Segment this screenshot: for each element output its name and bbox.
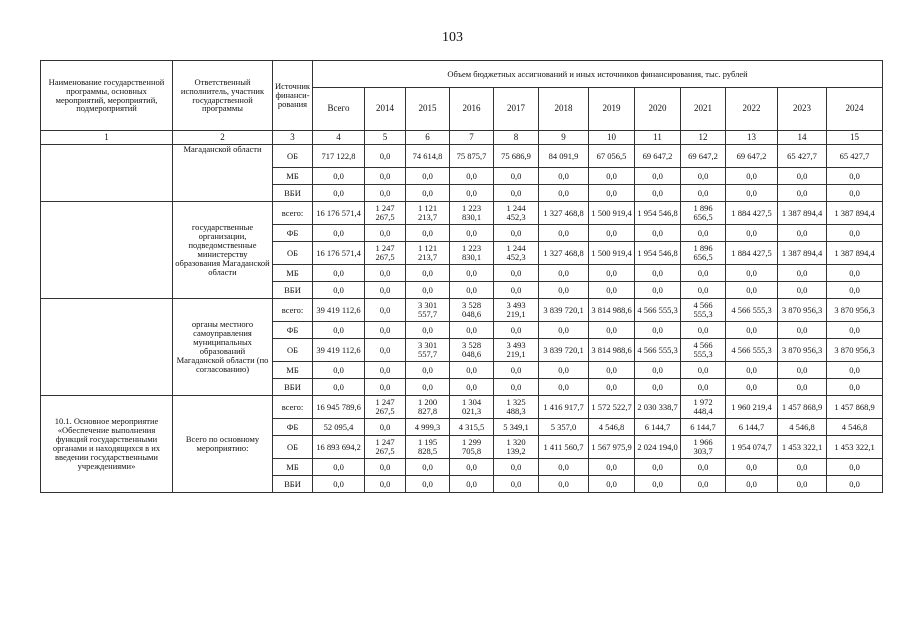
table-row xyxy=(41,396,883,419)
header-year: 2015 xyxy=(406,88,450,131)
value-cell: 0,0 xyxy=(681,282,726,299)
value-cell: 1 244 452,3 xyxy=(494,202,539,225)
value-cell: 0,0 xyxy=(313,225,365,242)
value-cell: 1 387 894,4 xyxy=(827,202,883,225)
source-cell: ФБ xyxy=(273,322,313,339)
value-cell: 3 528 048,6 xyxy=(450,299,494,322)
value-cell: 3 301 557,7 xyxy=(406,339,450,362)
source-cell: ВБИ xyxy=(273,476,313,493)
value-cell: 0,0 xyxy=(539,168,589,185)
value-cell: 0,0 xyxy=(494,225,539,242)
value-cell: 0,0 xyxy=(778,225,827,242)
value-cell: 3 870 956,3 xyxy=(827,339,883,362)
value-cell: 0,0 xyxy=(539,459,589,476)
value-cell: 0,0 xyxy=(313,362,365,379)
column-number: 6 xyxy=(406,131,450,145)
value-cell: 0,0 xyxy=(450,168,494,185)
value-cell: 1 500 919,4 xyxy=(589,202,635,225)
value-cell: 0,0 xyxy=(313,265,365,282)
value-cell: 0,0 xyxy=(406,168,450,185)
header-year: 2024 xyxy=(827,88,883,131)
value-cell: 1 954 546,8 xyxy=(635,202,681,225)
value-cell: 2 024 194,0 xyxy=(635,436,681,459)
value-cell: 0,0 xyxy=(539,322,589,339)
value-cell: 3 870 956,3 xyxy=(827,299,883,322)
value-cell: 0,0 xyxy=(778,265,827,282)
executor-cell: Всего по основному мероприятию: xyxy=(173,396,273,493)
value-cell: 0,0 xyxy=(406,379,450,396)
value-cell: 0,0 xyxy=(681,476,726,493)
value-cell: 6 144,7 xyxy=(726,419,778,436)
value-cell: 1 244 452,3 xyxy=(494,242,539,265)
budget-table xyxy=(40,60,883,493)
value-cell: 0,0 xyxy=(827,379,883,396)
value-cell: 0,0 xyxy=(635,225,681,242)
value-cell: 0,0 xyxy=(406,476,450,493)
column-number: 8 xyxy=(494,131,539,145)
value-cell: 3 493 219,1 xyxy=(494,299,539,322)
value-cell: 0,0 xyxy=(827,265,883,282)
value-cell: 0,0 xyxy=(827,225,883,242)
value-cell: 0,0 xyxy=(635,379,681,396)
value-cell: 3 870 956,3 xyxy=(778,339,827,362)
value-cell: 717 122,8 xyxy=(313,145,365,168)
value-cell: 0,0 xyxy=(726,362,778,379)
value-cell: 65 427,7 xyxy=(778,145,827,168)
value-cell: 1 954 546,8 xyxy=(635,242,681,265)
value-cell: 3 839 720,1 xyxy=(539,299,589,322)
value-cell: 1 387 894,4 xyxy=(778,202,827,225)
value-cell: 0,0 xyxy=(450,476,494,493)
value-cell: 0,0 xyxy=(539,282,589,299)
value-cell: 0,0 xyxy=(726,265,778,282)
column-number: 9 xyxy=(539,131,589,145)
value-cell: 0,0 xyxy=(494,476,539,493)
column-number: 3 xyxy=(273,131,313,145)
value-cell: 1 966 303,7 xyxy=(681,436,726,459)
value-cell: 0,0 xyxy=(494,379,539,396)
value-cell: 1 572 522,7 xyxy=(589,396,635,419)
value-cell: 0,0 xyxy=(778,282,827,299)
value-cell: 0,0 xyxy=(313,379,365,396)
value-cell: 0,0 xyxy=(494,459,539,476)
value-cell: 0,0 xyxy=(589,459,635,476)
value-cell: 0,0 xyxy=(406,322,450,339)
value-cell: 74 614,8 xyxy=(406,145,450,168)
value-cell: 0,0 xyxy=(778,322,827,339)
value-cell: 0,0 xyxy=(494,265,539,282)
value-cell: 1 195 828,5 xyxy=(406,436,450,459)
value-cell: 5 349,1 xyxy=(494,419,539,436)
value-cell: 0,0 xyxy=(406,185,450,202)
value-cell: 16 945 789,6 xyxy=(313,396,365,419)
value-cell: 0,0 xyxy=(539,185,589,202)
header-year: 2019 xyxy=(589,88,635,131)
value-cell: 0,0 xyxy=(589,362,635,379)
value-cell: 0,0 xyxy=(827,282,883,299)
value-cell: 0,0 xyxy=(681,459,726,476)
value-cell: 16 176 571,4 xyxy=(313,202,365,225)
value-cell: 0,0 xyxy=(726,476,778,493)
value-cell: 0,0 xyxy=(635,362,681,379)
value-cell: 0,0 xyxy=(827,168,883,185)
value-cell: 0,0 xyxy=(365,299,406,322)
value-cell: 0,0 xyxy=(450,459,494,476)
value-cell: 0,0 xyxy=(681,168,726,185)
value-cell: 1 500 919,4 xyxy=(589,242,635,265)
value-cell: 75 875,7 xyxy=(450,145,494,168)
column-number: 11 xyxy=(635,131,681,145)
value-cell: 0,0 xyxy=(365,185,406,202)
value-cell: 0,0 xyxy=(406,459,450,476)
value-cell: 1 884 427,5 xyxy=(726,202,778,225)
value-cell: 3 301 557,7 xyxy=(406,299,450,322)
value-cell: 0,0 xyxy=(313,322,365,339)
value-cell: 1 223 830,1 xyxy=(450,202,494,225)
executor-cell: органы местного самоуправления муниципальных образований Магаданской области (по согласованию) xyxy=(173,299,273,396)
value-cell: 0,0 xyxy=(827,185,883,202)
source-cell: ОБ xyxy=(273,145,313,168)
value-cell: 0,0 xyxy=(635,168,681,185)
value-cell: 0,0 xyxy=(365,339,406,362)
value-cell: 1 896 656,5 xyxy=(681,242,726,265)
value-cell: 0,0 xyxy=(406,282,450,299)
value-cell: 0,0 xyxy=(365,282,406,299)
column-number: 5 xyxy=(365,131,406,145)
value-cell: 0,0 xyxy=(494,282,539,299)
header-year: 2023 xyxy=(778,88,827,131)
column-number: 15 xyxy=(827,131,883,145)
value-cell: 0,0 xyxy=(406,362,450,379)
source-cell: всего: xyxy=(273,299,313,322)
value-cell: 1 325 488,3 xyxy=(494,396,539,419)
value-cell: 0,0 xyxy=(313,459,365,476)
value-cell: 1 121 213,7 xyxy=(406,242,450,265)
value-cell: 0,0 xyxy=(365,379,406,396)
value-cell: 0,0 xyxy=(681,362,726,379)
value-cell: 1 453 322,1 xyxy=(827,436,883,459)
value-cell: 0,0 xyxy=(313,282,365,299)
value-cell: 0,0 xyxy=(494,168,539,185)
value-cell: 0,0 xyxy=(589,225,635,242)
value-cell: 1 121 213,7 xyxy=(406,202,450,225)
value-cell: 1 247 267,5 xyxy=(365,396,406,419)
value-cell: 1 299 705,8 xyxy=(450,436,494,459)
value-cell: 0,0 xyxy=(313,168,365,185)
value-cell: 65 427,7 xyxy=(827,145,883,168)
value-cell: 4 566 555,3 xyxy=(635,299,681,322)
source-cell: всего: xyxy=(273,202,313,225)
value-cell: 0,0 xyxy=(539,379,589,396)
value-cell: 1 387 894,4 xyxy=(827,242,883,265)
page-number: 103 xyxy=(442,30,463,45)
table-row xyxy=(41,202,883,225)
program-name-cell xyxy=(41,202,173,299)
value-cell: 0,0 xyxy=(827,459,883,476)
value-cell: 0,0 xyxy=(827,476,883,493)
column-number: 1 xyxy=(41,131,173,145)
value-cell: 3 493 219,1 xyxy=(494,339,539,362)
value-cell: 0,0 xyxy=(635,185,681,202)
value-cell: 0,0 xyxy=(635,322,681,339)
value-cell: 39 419 112,6 xyxy=(313,339,365,362)
value-cell: 0,0 xyxy=(778,185,827,202)
source-cell: МБ xyxy=(273,265,313,282)
column-number: 4 xyxy=(313,131,365,145)
value-cell: 1 457 868,9 xyxy=(778,396,827,419)
value-cell: 0,0 xyxy=(635,265,681,282)
value-cell: 0,0 xyxy=(778,379,827,396)
source-cell: ОБ xyxy=(273,242,313,265)
value-cell: 1 327 468,8 xyxy=(539,242,589,265)
header-year: 2020 xyxy=(635,88,681,131)
value-cell: 0,0 xyxy=(450,282,494,299)
value-cell: 0,0 xyxy=(726,225,778,242)
value-cell: 0,0 xyxy=(365,265,406,282)
value-cell: 0,0 xyxy=(539,476,589,493)
source-cell: ФБ xyxy=(273,419,313,436)
header-year: 2022 xyxy=(726,88,778,131)
value-cell: 0,0 xyxy=(450,225,494,242)
value-cell: 4 566 555,3 xyxy=(726,299,778,322)
value-cell: 6 144,7 xyxy=(681,419,726,436)
value-cell: 0,0 xyxy=(313,476,365,493)
header-year: 2016 xyxy=(450,88,494,131)
value-cell: 16 176 571,4 xyxy=(313,242,365,265)
value-cell: 1 954 074,7 xyxy=(726,436,778,459)
value-cell: 0,0 xyxy=(589,379,635,396)
value-cell: 1 304 021,3 xyxy=(450,396,494,419)
value-cell: 0,0 xyxy=(681,225,726,242)
value-cell: 6 144,7 xyxy=(635,419,681,436)
value-cell: 4 546,8 xyxy=(827,419,883,436)
value-cell: 0,0 xyxy=(365,419,406,436)
value-cell: 0,0 xyxy=(539,225,589,242)
value-cell: 0,0 xyxy=(365,225,406,242)
value-cell: 3 839 720,1 xyxy=(539,339,589,362)
value-cell: 0,0 xyxy=(365,459,406,476)
source-cell: МБ xyxy=(273,362,313,379)
value-cell: 4 566 555,3 xyxy=(681,299,726,322)
value-cell: 0,0 xyxy=(406,225,450,242)
value-cell: 0,0 xyxy=(313,185,365,202)
value-cell: 75 686,9 xyxy=(494,145,539,168)
value-cell: 0,0 xyxy=(450,379,494,396)
value-cell: 69 647,2 xyxy=(681,145,726,168)
value-cell: 84 091,9 xyxy=(539,145,589,168)
value-cell: 4 566 555,3 xyxy=(681,339,726,362)
table-row xyxy=(41,145,883,168)
header-executor: Ответственный исполнитель, участник государственной программы xyxy=(173,61,273,131)
value-cell: 1 411 560,7 xyxy=(539,436,589,459)
value-cell: 1 247 267,5 xyxy=(365,202,406,225)
source-cell: ВБИ xyxy=(273,185,313,202)
value-cell: 0,0 xyxy=(494,185,539,202)
value-cell: 1 960 219,4 xyxy=(726,396,778,419)
source-cell: ВБИ xyxy=(273,282,313,299)
value-cell: 0,0 xyxy=(726,379,778,396)
value-cell: 1 223 830,1 xyxy=(450,242,494,265)
value-cell: 69 647,2 xyxy=(726,145,778,168)
value-cell: 0,0 xyxy=(365,322,406,339)
value-cell: 1 567 975,9 xyxy=(589,436,635,459)
value-cell: 4 546,8 xyxy=(778,419,827,436)
value-cell: 52 095,4 xyxy=(313,419,365,436)
value-cell: 1 884 427,5 xyxy=(726,242,778,265)
value-cell: 0,0 xyxy=(406,265,450,282)
value-cell: 16 893 694,2 xyxy=(313,436,365,459)
value-cell: 3 814 988,6 xyxy=(589,339,635,362)
source-cell: ВБИ xyxy=(273,379,313,396)
value-cell: 4 566 555,3 xyxy=(726,339,778,362)
value-cell: 0,0 xyxy=(726,322,778,339)
value-cell: 4 999,3 xyxy=(406,419,450,436)
value-cell: 69 647,2 xyxy=(635,145,681,168)
value-cell: 0,0 xyxy=(450,322,494,339)
source-cell: всего: xyxy=(273,396,313,419)
header-year: 2014 xyxy=(365,88,406,131)
value-cell: 0,0 xyxy=(726,185,778,202)
value-cell: 0,0 xyxy=(681,185,726,202)
value-cell: 0,0 xyxy=(365,362,406,379)
header-volume: Объем бюджетных ассигнований и иных источников финансирования, тыс. рублей xyxy=(313,61,883,88)
value-cell: 1 457 868,9 xyxy=(827,396,883,419)
value-cell: 0,0 xyxy=(589,265,635,282)
header-source: Источник финанси-рования xyxy=(273,61,313,131)
value-cell: 1 896 656,5 xyxy=(681,202,726,225)
header-program: Наименование государственной программы, основных мероприятий, мероприятий, подмероприятий xyxy=(41,61,173,131)
value-cell: 1 320 139,2 xyxy=(494,436,539,459)
value-cell: 2 030 338,7 xyxy=(635,396,681,419)
value-cell: 0,0 xyxy=(635,282,681,299)
value-cell: 0,0 xyxy=(450,265,494,282)
value-cell: 0,0 xyxy=(365,168,406,185)
value-cell: 1 247 267,5 xyxy=(365,436,406,459)
column-number: 10 xyxy=(589,131,635,145)
column-number: 2 xyxy=(173,131,273,145)
value-cell: 0,0 xyxy=(539,265,589,282)
column-number: 14 xyxy=(778,131,827,145)
value-cell: 1 453 322,1 xyxy=(778,436,827,459)
value-cell: 4 315,5 xyxy=(450,419,494,436)
value-cell: 0,0 xyxy=(726,282,778,299)
header-year: 2017 xyxy=(494,88,539,131)
column-number: 7 xyxy=(450,131,494,145)
value-cell: 0,0 xyxy=(365,476,406,493)
value-cell: 1 416 917,7 xyxy=(539,396,589,419)
value-cell: 0,0 xyxy=(827,322,883,339)
value-cell: 1 387 894,4 xyxy=(778,242,827,265)
value-cell: 0,0 xyxy=(589,185,635,202)
value-cell: 0,0 xyxy=(450,362,494,379)
value-cell: 0,0 xyxy=(589,322,635,339)
value-cell: 0,0 xyxy=(589,476,635,493)
table-row xyxy=(41,299,883,322)
source-cell: ОБ xyxy=(273,339,313,362)
value-cell: 3 528 048,6 xyxy=(450,339,494,362)
value-cell: 0,0 xyxy=(635,459,681,476)
value-cell: 0,0 xyxy=(539,362,589,379)
value-cell: 0,0 xyxy=(589,168,635,185)
column-number: 12 xyxy=(681,131,726,145)
value-cell: 0,0 xyxy=(589,282,635,299)
value-cell: 0,0 xyxy=(494,362,539,379)
source-cell: МБ xyxy=(273,459,313,476)
header-year: 2018 xyxy=(539,88,589,131)
value-cell: 0,0 xyxy=(778,476,827,493)
source-cell: ОБ xyxy=(273,436,313,459)
column-number: 13 xyxy=(726,131,778,145)
program-name-cell xyxy=(41,299,173,396)
value-cell: 3 870 956,3 xyxy=(778,299,827,322)
value-cell: 4 566 555,3 xyxy=(635,339,681,362)
value-cell: 1 200 827,8 xyxy=(406,396,450,419)
value-cell: 5 357,0 xyxy=(539,419,589,436)
value-cell: 4 546,8 xyxy=(589,419,635,436)
header-year: 2021 xyxy=(681,88,726,131)
value-cell: 0,0 xyxy=(778,362,827,379)
header-total: Всего xyxy=(313,88,365,131)
value-cell: 0,0 xyxy=(681,379,726,396)
executor-cell: государственные организации, подведомственные министерству образования Магаданской области xyxy=(173,202,273,299)
executor-cell: Магаданской области xyxy=(173,145,273,202)
value-cell: 39 419 112,6 xyxy=(313,299,365,322)
value-cell: 0,0 xyxy=(778,168,827,185)
value-cell: 0,0 xyxy=(778,459,827,476)
value-cell: 0,0 xyxy=(635,476,681,493)
value-cell: 67 056,5 xyxy=(589,145,635,168)
value-cell: 0,0 xyxy=(494,322,539,339)
value-cell: 0,0 xyxy=(450,185,494,202)
source-cell: МБ xyxy=(273,168,313,185)
program-name-cell xyxy=(41,145,173,202)
source-cell: ФБ xyxy=(273,225,313,242)
value-cell: 0,0 xyxy=(726,168,778,185)
program-name-cell: 10.1. Основное мероприятие «Обеспечение выполнения функций государственными органами и находящихся в их введении государственными учреждениями» xyxy=(41,396,173,493)
value-cell: 1 972 448,4 xyxy=(681,396,726,419)
value-cell: 0,0 xyxy=(681,322,726,339)
value-cell: 1 327 468,8 xyxy=(539,202,589,225)
value-cell: 1 247 267,5 xyxy=(365,242,406,265)
value-cell: 0,0 xyxy=(681,265,726,282)
value-cell: 0,0 xyxy=(827,362,883,379)
value-cell: 3 814 988,6 xyxy=(589,299,635,322)
value-cell: 0,0 xyxy=(365,145,406,168)
value-cell: 0,0 xyxy=(726,459,778,476)
